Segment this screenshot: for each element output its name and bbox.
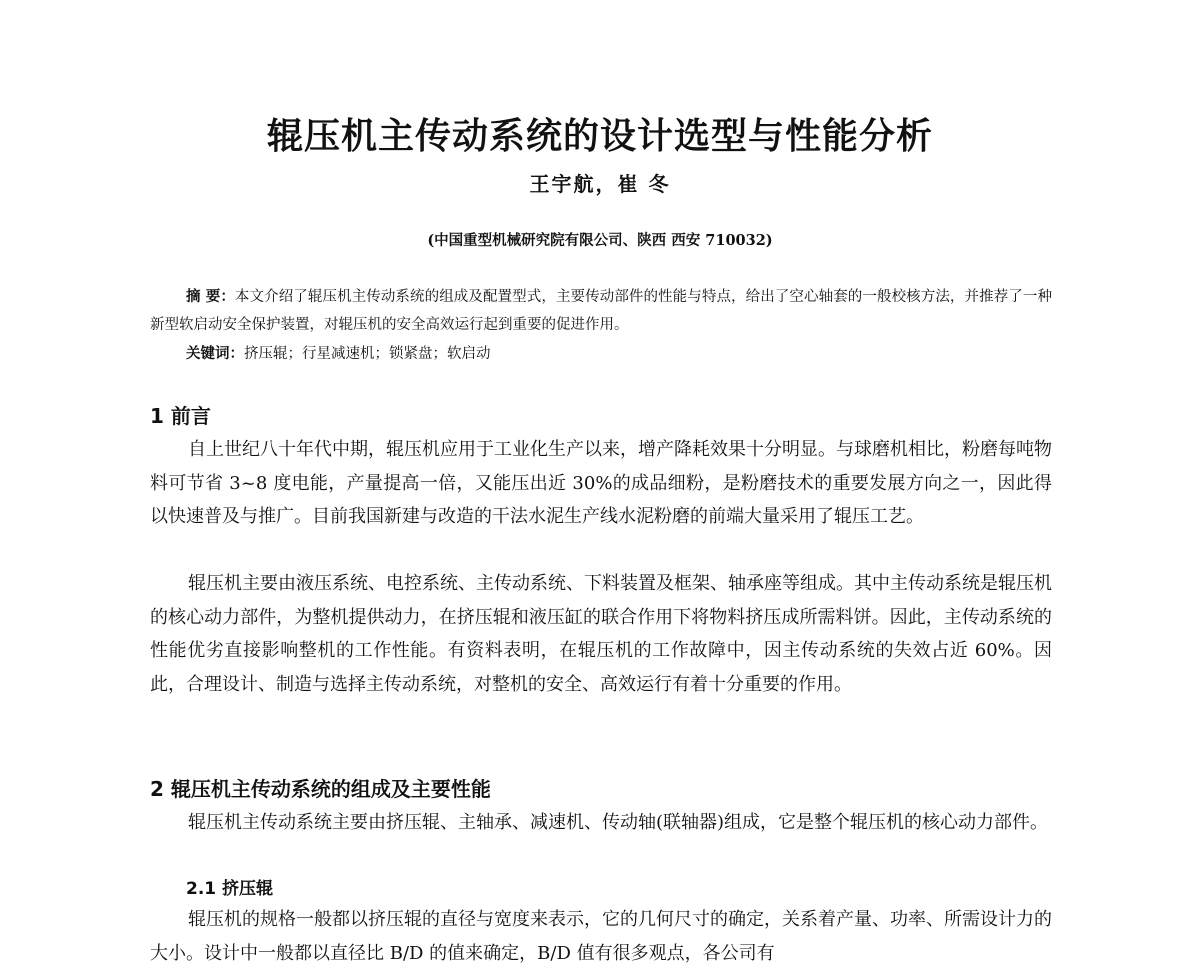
abstract [150,283,1052,339]
paper-title: 辊压机主传动系统的设计选型与性能分析 [266,116,933,157]
abstract-text: 本文介绍了辊压机主传动系统的组成及配置型式，主要传动部件的性能与特点，给出了空心轴套的一般校核方法，并推荐了一种新型软启动安全保护装置，对辊压机的安全高效运行起到重要的促进作用。 [150,289,1052,333]
keywords [186,340,491,368]
subsection-heading-squeeze-roller: 2.1 挤压辊 [186,879,274,899]
squeeze-roller-paragraph: 辊压机的规格一般都以挤压辊的直径与宽度来表示，它的几何尺寸的确定，关系着产量、功率、所需设计力的大小。设计中一般都以直径比 B/D 的值来确定，B/D 值有很多观点，各公司有 [150,909,1052,964]
section-heading-intro: 1 前言 [150,404,211,428]
keywords-label: 关键词： [186,346,244,362]
paper-authors: 王宇航，崔 冬 [529,172,671,196]
intro-paragraph-2: 辊压机主要由液压系统、电控系统、主传动系统、下料装置及框架、轴承座等组成。其中主传动系统是辊压机的核心动力部件，为整机提供动力，在挤压辊和液压缸的联合作用下将物料挤压成所需料饼。因此，主传动系统的性能优劣直接影响整机的工作性能。有资料表明，在辊压机的工作故障中，因主传动系统的失效占近 60%。因此，合理设计、制造与选择主传动系统，对整机的安全、高效运行有着十分重要的作用。 [150,573,1052,695]
intro-paragraph-1: 自上世纪八十年代中期，辊压机应用于工业化生产以来，增产降耗效果十分明显。与球磨机相比，粉磨每吨物料可节省 3~8 度电能，产量提高一倍，又能压出近 30%的成品细粉，是粉磨技术的重要发展方向之一，因此得以快速普及与推广。目前我国新建与改造的干法水泥生产线水泥粉磨的前端大量采用了辊压工艺。 [150,439,1052,528]
keywords-text: 挤压辊；行星减速机；锁紧盘；软启动 [244,346,491,362]
section-heading-composition: 2 辊压机主传动系统的组成及主要性能 [150,777,491,801]
composition-paragraph: 辊压机主传动系统主要由挤压辊、主轴承、减速机、传动轴(联轴器)组成，它是整个辊压机的核心动力部件。 [188,812,1049,833]
paper-affiliation: (中国重型机械研究院有限公司、陕西 西安 710032) [427,232,773,249]
abstract-label: 摘 要： [186,289,235,305]
